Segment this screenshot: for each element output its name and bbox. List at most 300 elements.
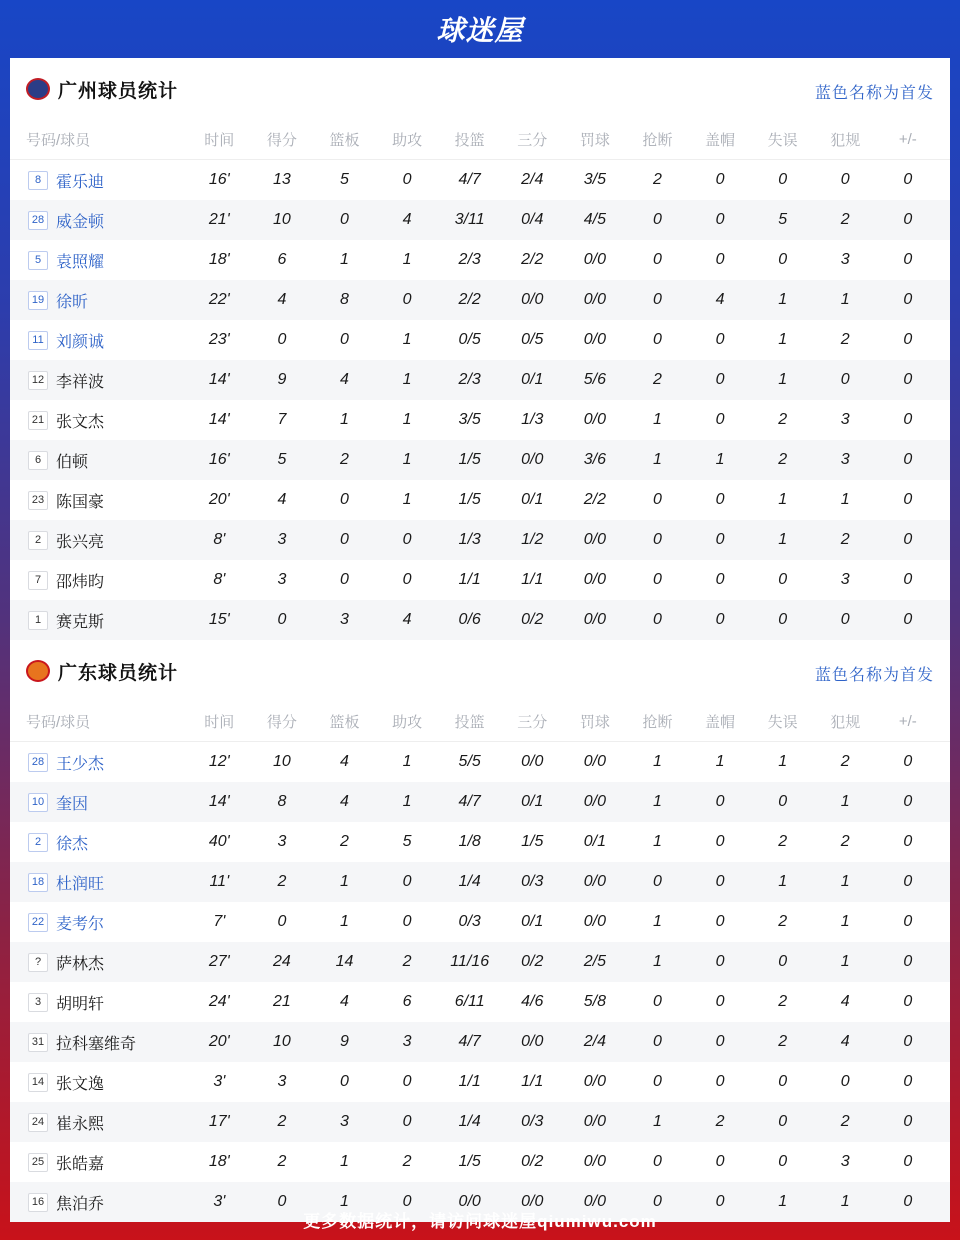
stat-cell: 1 [653,913,662,930]
stat-cell: 1/1 [458,571,481,588]
stat-cell: 0/0 [521,1033,544,1050]
column-header-stat: 盖帽 [705,132,736,149]
stat-cell: 1/1 [521,1073,544,1090]
stat-cell: 0 [715,611,725,628]
player-cell [10,751,188,774]
stat-cell: 0/0 [521,291,544,308]
stat-cell: 20' [208,1033,230,1050]
stat-cell: 0 [715,873,725,890]
stat-cell: 1 [778,1193,788,1210]
stat-cell: 1 [840,491,850,508]
stat-cell: 0 [402,291,412,308]
player-cell [10,489,188,512]
stat-cell: 8 [340,291,349,308]
stat-cell: 0 [778,1073,788,1090]
stat-cell: 3 [840,251,850,268]
jersey-number-badge: 28 [28,211,48,230]
stat-cell: 0/0 [583,793,606,810]
stat-cell: 21 [272,993,291,1010]
player-row [10,1102,950,1142]
stat-cell: 0 [778,1113,788,1130]
stat-cell: 0 [715,331,725,348]
stat-cell: 0 [903,793,913,810]
player-name[interactable]: 麦考尔 [56,915,105,933]
stat-cell: 0 [653,1153,662,1170]
stat-cell: 0/1 [521,491,544,508]
player-name[interactable]: 徐杰 [56,835,89,853]
stat-cell: 3 [840,411,850,428]
stat-cell: 2 [277,873,287,890]
stat-cell: 0 [340,331,349,348]
stat-cell: 0/0 [583,571,606,588]
stat-cell: 4 [340,753,349,770]
stat-cell: 0/1 [521,371,544,388]
column-header-stat: 抢断 [642,714,673,731]
stat-cell: 0 [903,411,913,428]
player-name[interactable]: 袁照耀 [56,253,105,271]
jersey-number-badge: 23 [28,491,48,510]
stat-cell: 1 [778,753,788,770]
jersey-number-badge: 22 [28,913,48,932]
jersey-number-badge: 19 [28,291,48,310]
footer-banner: 更多数据统计，请访问球迷屋qiumiwu.com [303,1211,657,1231]
stat-cell: 1 [778,331,788,348]
stat-cell: 0 [277,331,287,348]
player-row [10,862,950,902]
stat-cell: 0/0 [583,1113,606,1130]
stat-cell: 0 [840,611,850,628]
stat-cell: 1 [778,873,788,890]
stat-cell: 11' [209,873,230,890]
player-row [10,400,950,440]
stat-cell: 3/11 [454,211,485,228]
stat-cell: 0/6 [458,611,481,628]
stat-cell: 5 [277,451,287,468]
stat-cell: 0 [903,171,913,188]
stat-cell: 2/3 [458,371,481,388]
stat-cell: 1 [340,1153,349,1170]
jersey-number-badge: 2 [28,833,48,852]
player-row [10,1142,950,1182]
stat-cell: 0/0 [521,1193,544,1210]
player-name: 张皓嘉 [56,1155,105,1173]
column-header-stat: +/- [898,131,917,148]
player-row [10,1062,950,1102]
player-name[interactable]: 奎因 [56,795,89,813]
player-row [10,200,950,240]
stat-cell: 27' [208,953,230,970]
stat-cell: 5 [778,211,788,228]
player-row [10,320,950,360]
player-cell [10,449,188,472]
stat-cell: 1 [340,1193,349,1210]
jersey-number-badge: 24 [28,1113,48,1132]
stat-cell: 4/7 [458,793,481,810]
stat-cell: 1/5 [458,1153,481,1170]
player-cell [10,569,188,592]
stat-cell: 5/6 [583,371,606,388]
stat-cell: 3 [277,531,287,548]
stat-cell: 0 [340,1073,349,1090]
stat-cell: 4/5 [583,211,606,228]
stat-cell: 2 [840,211,850,228]
player-row [10,280,950,320]
stat-cell: 4 [840,993,850,1010]
player-row [10,440,950,480]
stat-cell: 13 [272,171,291,188]
stat-cell: 0/0 [583,1153,606,1170]
stat-cell: 2 [840,331,850,348]
stat-cell: 0 [903,833,913,850]
stat-cell: 1 [840,291,850,308]
stat-cell: 0 [402,1113,412,1130]
column-header-stat: 时间 [204,132,235,149]
stat-cell: 3 [840,571,850,588]
jersey-number-badge: 14 [28,1073,48,1092]
jersey-number-badge: 28 [28,753,48,772]
stat-cell: 5 [402,833,412,850]
stat-cell: 1 [653,1113,662,1130]
player-cell [10,951,188,974]
player-cell [10,1031,188,1054]
player-cell [10,1151,188,1174]
column-header-stat: 篮板 [329,132,360,149]
team-title: 广州球员统计 [58,80,179,102]
guangzhou-team-logo-icon [26,78,50,100]
stat-cell: 1 [653,953,662,970]
stat-cell: 0/0 [458,1193,481,1210]
stat-cell: 0/0 [583,251,606,268]
jersey-number-badge: 12 [28,371,48,390]
stat-cell: 0 [715,993,725,1010]
stat-cell: 11/16 [450,953,490,970]
stat-cell: 0 [903,491,913,508]
stat-cell: 1/5 [458,451,481,468]
player-name: 张文逸 [56,1075,105,1093]
stat-cell: 0 [903,451,913,468]
stat-cell: 0/4 [521,211,544,228]
jersey-number-badge: 7 [28,571,48,590]
stat-cell: 4/6 [521,993,544,1010]
player-cell [10,249,188,272]
player-name: 陈国豪 [56,493,105,511]
stat-cell: 0 [903,291,913,308]
column-header-stat: 罚球 [579,714,610,731]
stat-cell: 8' [213,571,226,588]
column-header-stat: 罚球 [579,132,610,149]
stat-cell: 5 [340,171,349,188]
player-row [10,560,950,600]
stat-cell: 4 [340,993,349,1010]
stat-cell: 1 [715,451,725,468]
stat-cell: 1 [840,873,850,890]
stat-cell: 0 [778,611,788,628]
player-name: 伯顿 [56,453,89,471]
stat-cell: 4 [277,491,287,508]
stat-cell: 0/0 [583,331,606,348]
stat-cell: 0 [903,1033,913,1050]
player-cell [10,329,188,352]
stat-cell: 1/3 [521,411,544,428]
stat-cell: 0 [778,1153,788,1170]
stat-cell: 10 [272,211,291,228]
stat-cell: 0/0 [583,873,606,890]
stat-cell: 1/4 [458,1113,481,1130]
stat-cell: 1 [402,491,412,508]
player-row [10,902,950,942]
stat-cell: 2 [778,993,788,1010]
player-name[interactable]: 徐昕 [56,293,89,311]
player-cell [10,791,188,814]
stat-cell: 18' [208,1153,230,1170]
stat-cell: 0 [653,291,662,308]
stat-cell: 0 [653,211,662,228]
stat-cell: 0 [340,491,349,508]
player-cell [10,1111,188,1134]
stat-cell: 2/2 [583,491,606,508]
stat-cell: 0 [277,611,287,628]
column-header-stat: 助攻 [392,132,423,149]
column-header-stat: 投篮 [454,132,485,149]
stat-cell: 1 [402,331,412,348]
jersey-number-badge: 31 [28,1033,48,1052]
jersey-number-badge: ? [28,953,48,972]
player-name: 邵炜昀 [56,573,105,591]
stat-cell: 0 [903,1193,913,1210]
player-name: 张文杰 [56,413,105,431]
player-name[interactable]: 霍乐迪 [56,173,105,191]
stat-cell: 40' [208,833,230,850]
player-name: 张兴亮 [56,533,105,551]
stat-cell: 1 [653,833,662,850]
stat-cell: 0 [653,491,662,508]
stat-cell: 0 [778,251,788,268]
stat-cell: 2 [715,1113,725,1130]
stat-cell: 0 [340,571,349,588]
stat-cell: 0 [653,251,662,268]
player-name: 胡明轩 [56,995,105,1013]
stat-cell: 0 [715,913,725,930]
starter-legend-note: 蓝色名称为首发 [814,85,934,102]
stat-cell: 3' [213,1073,226,1090]
stat-cell: 2 [778,411,788,428]
stat-cell: 21' [208,211,230,228]
stat-cell: 2 [653,371,662,388]
stat-cell: 0 [903,953,913,970]
column-header-stat: 犯规 [830,132,861,149]
stat-cell: 1 [653,793,662,810]
stat-cell: 0 [903,251,913,268]
stat-cell: 0/1 [521,913,544,930]
stat-cell: 1 [840,913,850,930]
stat-cell: 0 [903,211,913,228]
stat-cell: 0/0 [583,753,606,770]
stat-cell: 1 [840,1193,850,1210]
player-name[interactable]: 王少杰 [56,755,105,773]
jersey-number-badge: 11 [28,331,48,350]
stat-cell: 2 [840,531,850,548]
stat-cell: 5/5 [458,753,481,770]
stat-cell: 3/5 [458,411,481,428]
column-header-stat: 抢断 [642,132,673,149]
stat-cell: 3/5 [583,171,606,188]
stat-cell: 2 [340,833,349,850]
jersey-number-badge: 1 [28,611,48,630]
stat-cell: 3/6 [583,451,606,468]
player-name[interactable]: 杜润旺 [56,875,105,893]
column-header-stat: 助攻 [392,714,423,731]
jersey-number-badge: 10 [28,793,48,812]
stat-cell: 3 [840,1153,850,1170]
stat-cell: 4 [340,371,349,388]
stat-cell: 5/8 [583,993,606,1010]
stat-cell: 7 [277,411,287,428]
stat-cell: 6 [402,993,412,1010]
stat-cell: 3 [840,451,850,468]
stat-cell: 0 [715,953,725,970]
player-cell [10,871,188,894]
stat-cell: 0 [715,1193,725,1210]
column-header-player: 号码/球员 [26,714,91,731]
player-name[interactable]: 威金顿 [56,213,105,231]
stat-cell: 0 [903,571,913,588]
stat-cell: 4/7 [458,171,481,188]
jersey-number-badge: 21 [28,411,48,430]
stat-cell: 7' [213,913,226,930]
stat-cell: 0 [715,1073,725,1090]
brand-logo: 球迷屋 [436,15,524,46]
stat-cell: 0/5 [458,331,481,348]
stat-cell: 9 [277,371,287,388]
stat-cell: 3 [277,833,287,850]
column-header-stat: 得分 [266,132,297,149]
player-name: 赛克斯 [56,613,105,631]
stat-cell: 0 [903,531,913,548]
stat-cell: 4 [277,291,287,308]
player-name: 焦泊乔 [56,1195,105,1213]
player-cell [10,409,188,432]
stat-cell: 0/2 [521,1153,544,1170]
stat-cell: 1 [402,371,412,388]
stat-cell: 0 [715,251,725,268]
column-header-stat: 犯规 [830,714,861,731]
stat-cell: 0 [653,571,662,588]
stat-cell: 0 [402,531,412,548]
stat-cell: 3 [277,571,287,588]
player-row [10,942,950,982]
player-name: 萨林杰 [56,955,105,973]
stat-cell: 0 [840,371,850,388]
column-header-stat: 三分 [517,714,548,731]
stat-cell: 0/0 [583,411,606,428]
stat-cell: 23' [208,331,230,348]
stat-cell: 2/5 [583,953,606,970]
player-row [10,240,950,280]
stat-cell: 4 [340,793,349,810]
stat-cell: 3 [277,1073,287,1090]
stat-cell: 1/4 [458,873,481,890]
stat-cell: 2/2 [458,291,481,308]
stat-cell: 1 [778,491,788,508]
stat-cell: 0/2 [521,953,544,970]
stat-cell: 1 [778,371,788,388]
stat-cell: 2 [340,451,349,468]
stat-cell: 0 [653,531,662,548]
stat-cell: 1 [402,451,412,468]
stat-cell: 0/0 [583,531,606,548]
stat-cell: 0/3 [521,873,544,890]
stat-cell: 0 [715,411,725,428]
stat-cell: 1/5 [521,833,544,850]
stat-cell: 2 [778,451,788,468]
stat-cell: 24 [272,953,291,970]
column-header-stat: 篮板 [329,714,360,731]
jersey-number-badge: 2 [28,531,48,550]
team-section [10,58,950,640]
stat-cell: 20' [208,491,230,508]
stat-cell: 12' [208,753,230,770]
stat-cell: 2/4 [583,1033,606,1050]
stat-cell: 2/3 [458,251,481,268]
player-name: 李祥波 [56,373,105,391]
stat-cell: 0 [903,753,913,770]
stat-cell: 0/0 [521,753,544,770]
team-header [10,640,950,702]
stat-cell: 16' [208,171,230,188]
player-row [10,822,950,862]
stat-cell: 0/1 [583,833,606,850]
stat-cell: 1 [402,251,412,268]
stat-cell: 1 [340,873,349,890]
player-row [10,782,950,822]
stat-cell: 0 [653,611,662,628]
stat-cell: 0 [715,171,725,188]
stat-cell: 0/0 [583,913,606,930]
player-row [10,742,950,782]
player-cell [10,169,188,192]
stat-cell: 22' [208,291,230,308]
column-header-stat: +/- [898,713,917,730]
team-sections [10,58,950,1222]
stat-cell: 0 [653,873,662,890]
stat-cell: 0/2 [521,611,544,628]
stat-cell: 0 [340,211,349,228]
player-cell [10,831,188,854]
stat-cell: 0 [402,1073,412,1090]
stat-cell: 1 [340,411,349,428]
stat-cell: 0/0 [583,1193,606,1210]
guangdong-team-logo-icon [26,660,50,682]
stat-cell: 0 [903,1153,913,1170]
player-name[interactable]: 刘颜诚 [56,333,105,351]
stat-cell: 0 [715,531,725,548]
stat-cell: 0 [715,793,725,810]
stat-cell: 0 [778,953,788,970]
stat-cell: 16' [208,451,230,468]
column-header-stat: 得分 [266,714,297,731]
stat-cell: 0/0 [583,291,606,308]
player-row [10,1022,950,1062]
stat-cell: 1 [653,411,662,428]
stat-cell: 0 [653,1193,662,1210]
stat-cell: 0 [903,1113,913,1130]
player-cell [10,991,188,1014]
stat-cell: 2 [402,953,412,970]
jersey-number-badge: 25 [28,1153,48,1172]
stat-cell: 0/3 [521,1113,544,1130]
stat-cell: 0 [653,993,662,1010]
stat-cell: 0 [715,211,725,228]
